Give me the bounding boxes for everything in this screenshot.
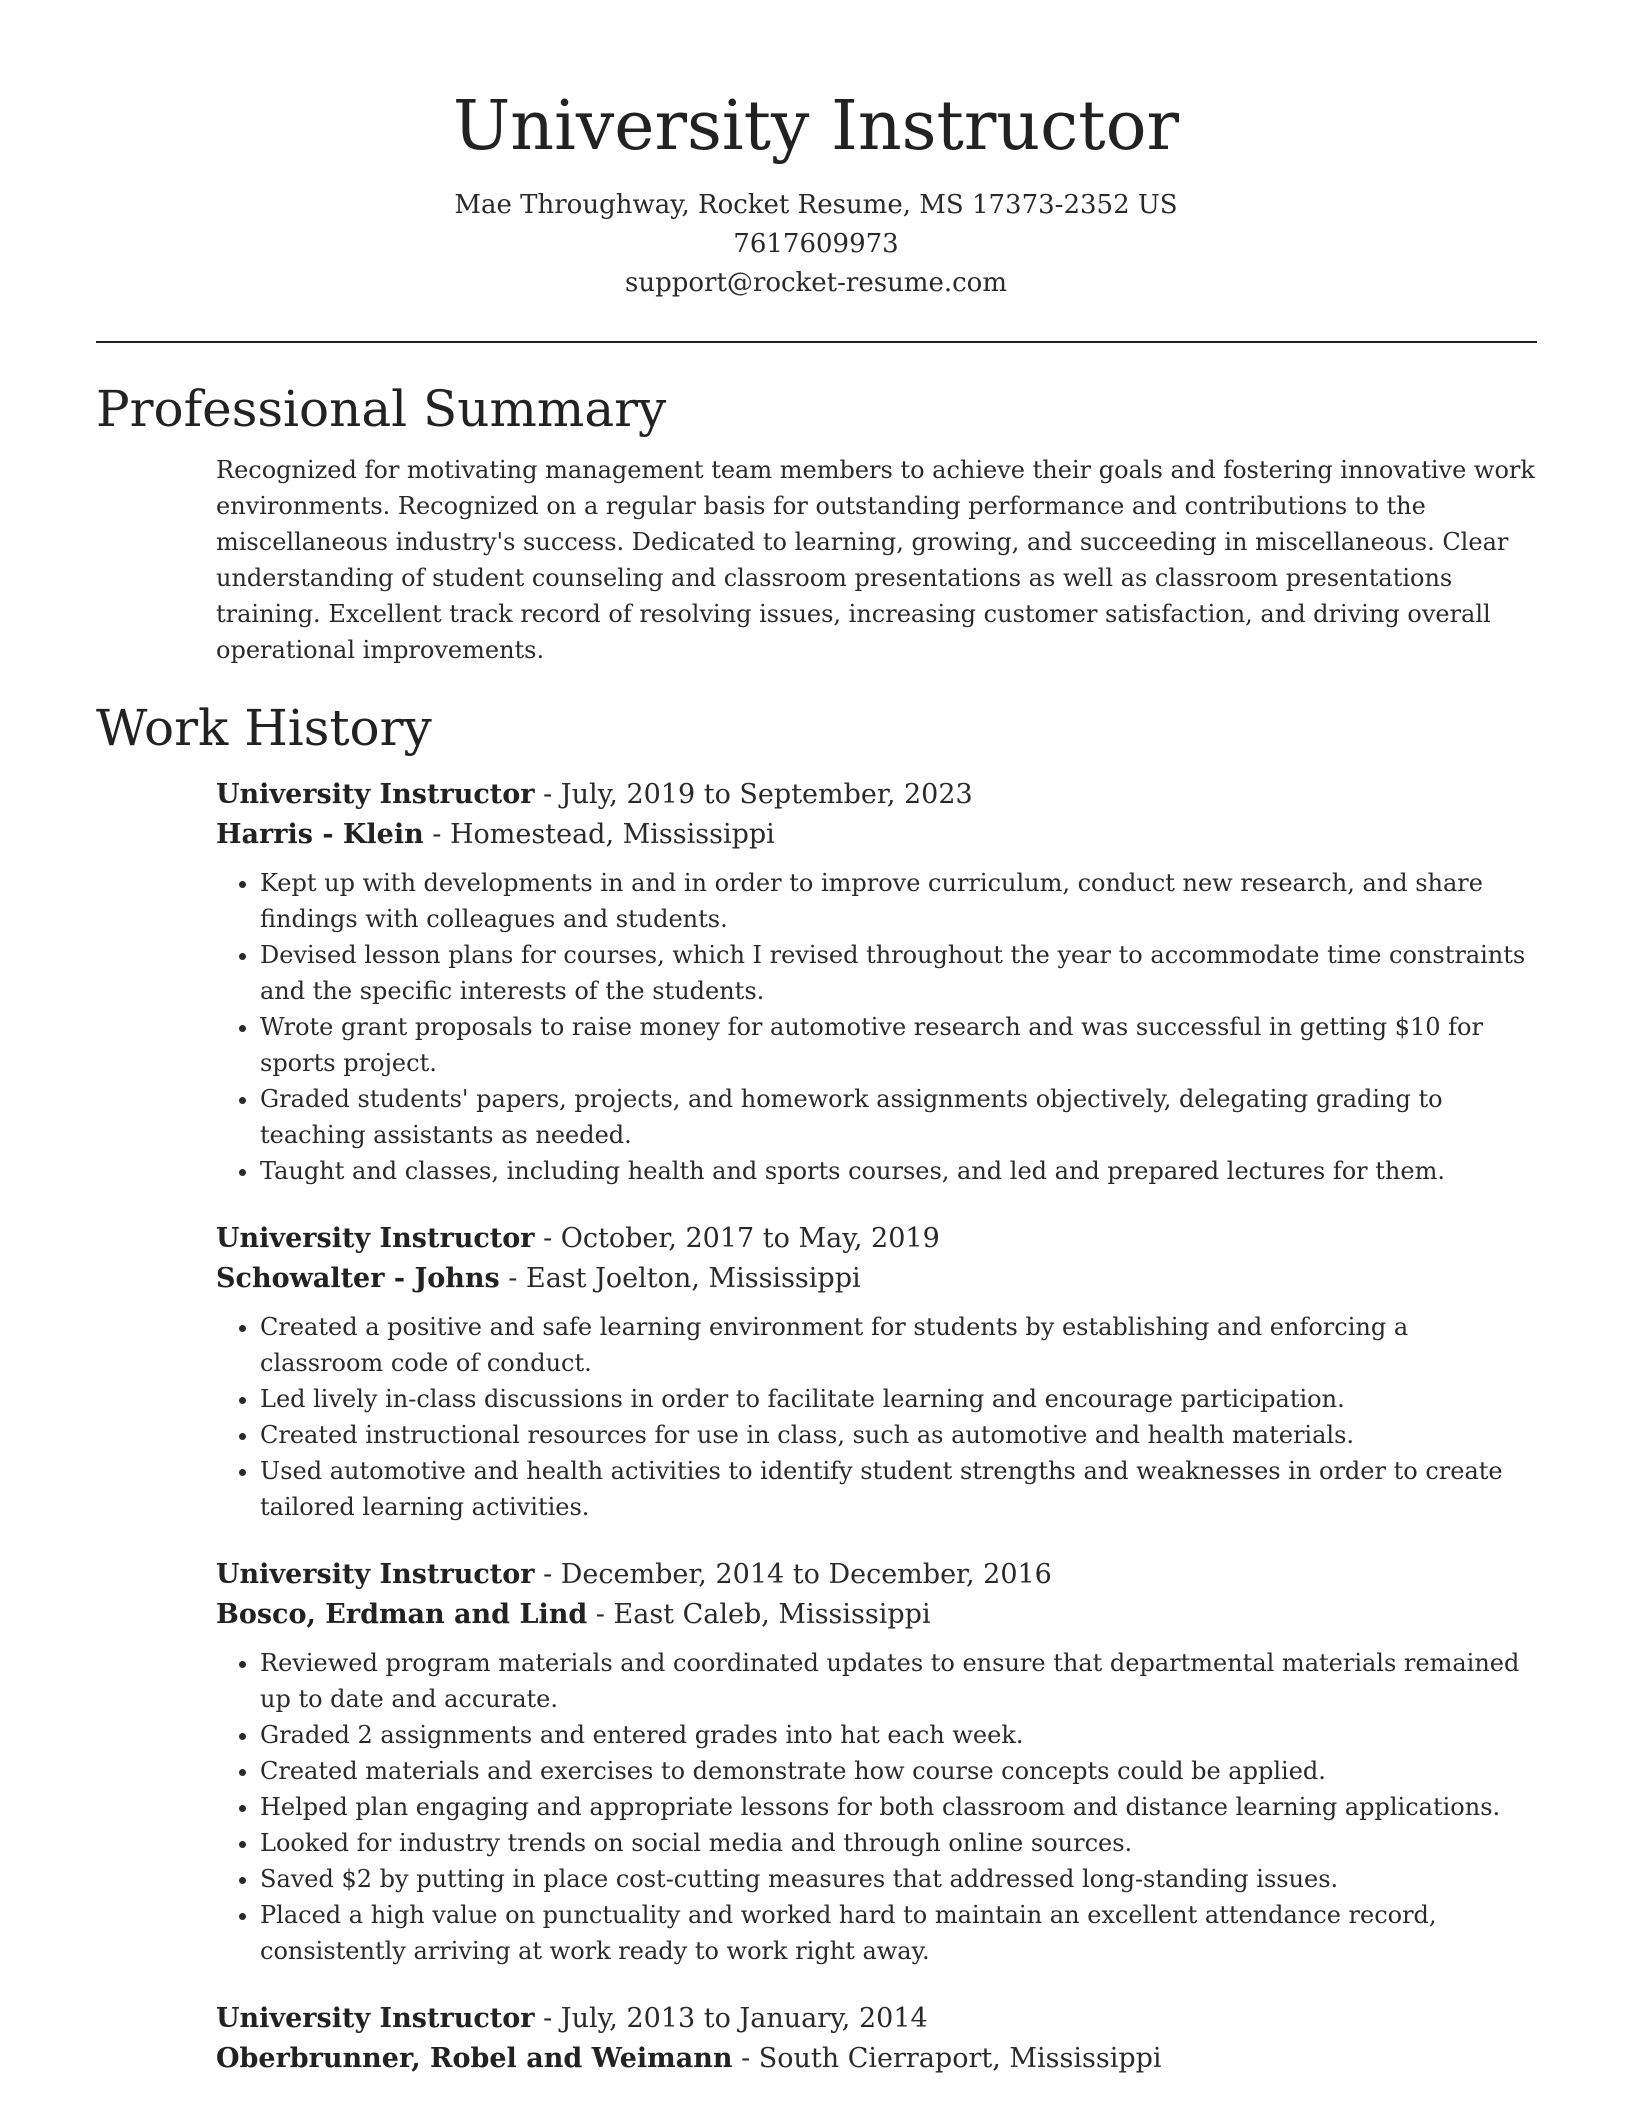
summary-text: Recognized for motivating management team members to achieve their goals and fostering innovative work environments. Recognized on a regular basis for outstanding performance and contributions to the miscellaneous industry's success. Dedicated to learning, growing, and succeeding in miscellaneous. Clear understanding of student counseling and classroom presentations as well as classroom presentations training. Excellent track record of resolving issues, increasing customer satisfaction, and driving overall operational improvements.	[216, 456, 1535, 664]
job-dates: - July, 2019 to September, 2023	[534, 779, 973, 810]
job-location: - South Cierraport, Mississippi	[732, 2043, 1162, 2074]
summary-section	[96, 378, 1537, 668]
job-bullet: • Placed a high value on punctuality and worked hard to maintain an excellent attendance record, consistently arriving at work ready to work right away.	[260, 1897, 1537, 1969]
job-bullet: • Devised lesson plans for courses, which I revised throughout the year to accommodate time constraints and the specific interests of the students.	[260, 937, 1537, 1009]
job-role: University Instructor	[216, 779, 535, 810]
job-company: Harris - Klein	[216, 819, 424, 850]
job-dates: - July, 2013 to January, 2014	[534, 2003, 928, 2034]
job-bullet: • Looked for industry trends on social media and through online sources.	[260, 1825, 1537, 1861]
job-bullet: • Created materials and exercises to demonstrate how course concepts could be applied.	[260, 1753, 1537, 1789]
work-history-heading: Work History	[96, 699, 432, 757]
job-bullet: • Graded students' papers, projects, and homework assignments objectively, delegating grading to teaching assistants as needed.	[260, 1081, 1537, 1153]
resume-header	[0, 0, 1632, 303]
job-entry	[216, 1999, 1537, 2079]
job-bullet: • Saved $2 by putting in place cost-cutting measures that addressed long-standing issues.	[260, 1861, 1537, 1897]
job-bullet: • Reviewed program materials and coordinated updates to ensure that departmental materials remained up to date and accurate.	[260, 1645, 1537, 1717]
job-bullet: • Graded 2 assignments and entered grades into hat each week.	[260, 1717, 1537, 1753]
job-role: University Instructor	[216, 1559, 535, 1590]
job-dates: - October, 2017 to May, 2019	[534, 1223, 940, 1254]
job-bullet: • Led lively in-class discussions in order to facilitate learning and encourage participation.	[260, 1381, 1537, 1417]
job-company-line	[216, 1259, 1537, 1299]
job-role: University Instructor	[216, 2003, 535, 2034]
job-company-line	[216, 1595, 1537, 1635]
job-entry	[216, 775, 1537, 1189]
job-bullet-list	[216, 1309, 1537, 1525]
job-entry	[216, 1555, 1537, 1969]
contact-block	[0, 186, 1632, 303]
job-location: - East Joelton, Mississippi	[499, 1263, 861, 1294]
job-company: Oberbrunner, Robel and Weimann	[216, 2043, 733, 2074]
job-bullet-list	[216, 865, 1537, 1189]
job-bullet-list	[216, 1645, 1537, 1969]
job-company: Bosco, Erdman and Lind	[216, 1599, 588, 1630]
header-divider	[96, 341, 1537, 343]
job-bullet: • Created instructional resources for use in class, such as automotive and health materials.	[260, 1417, 1537, 1453]
job-location: - Homestead, Mississippi	[423, 819, 775, 850]
job-company-line	[216, 2039, 1537, 2079]
job-bullet: • Used automotive and health activities to identify student strengths and weaknesses in order to create tailored learning activities.	[260, 1453, 1537, 1525]
summary-heading: Professional Summary	[96, 380, 667, 438]
job-title-line	[216, 1999, 1537, 2039]
job-entry	[216, 1219, 1537, 1525]
contact-email: support@rocket-resume.com	[624, 268, 1007, 298]
job-bullet: • Helped plan engaging and appropriate lessons for both classroom and distance learning applications.	[260, 1789, 1537, 1825]
job-company: Schowalter - Johns	[216, 1263, 500, 1294]
job-title-line	[216, 1555, 1537, 1595]
job-title-line	[216, 775, 1537, 815]
job-bullet: • Taught and classes, including health and sports courses, and led and prepared lectures for them.	[260, 1153, 1537, 1189]
contact-address: Mae Throughway, Rocket Resume, MS 17373-2352 US	[454, 190, 1178, 220]
job-location: - East Caleb, Mississippi	[587, 1599, 931, 1630]
job-role: University Instructor	[216, 1223, 535, 1254]
contact-phone: 7617609973	[733, 229, 899, 259]
job-bullet: • Created a positive and safe learning environment for students by establishing and enforcing a classroom code of conduct.	[260, 1309, 1537, 1381]
job-dates: - December, 2014 to December, 2016	[534, 1559, 1052, 1590]
work-history-section	[96, 697, 1537, 2109]
resume-name: University Instructor	[452, 87, 1180, 166]
job-bullet: • Kept up with developments in and in order to improve curriculum, conduct new research, and share findings with colleagues and students.	[260, 865, 1537, 937]
job-bullet: • Wrote grant proposals to raise money for automotive research and was successful in getting $10 for sports project.	[260, 1009, 1537, 1081]
job-company-line	[216, 815, 1537, 855]
job-title-line	[216, 1219, 1537, 1259]
job-list	[216, 775, 1537, 2079]
